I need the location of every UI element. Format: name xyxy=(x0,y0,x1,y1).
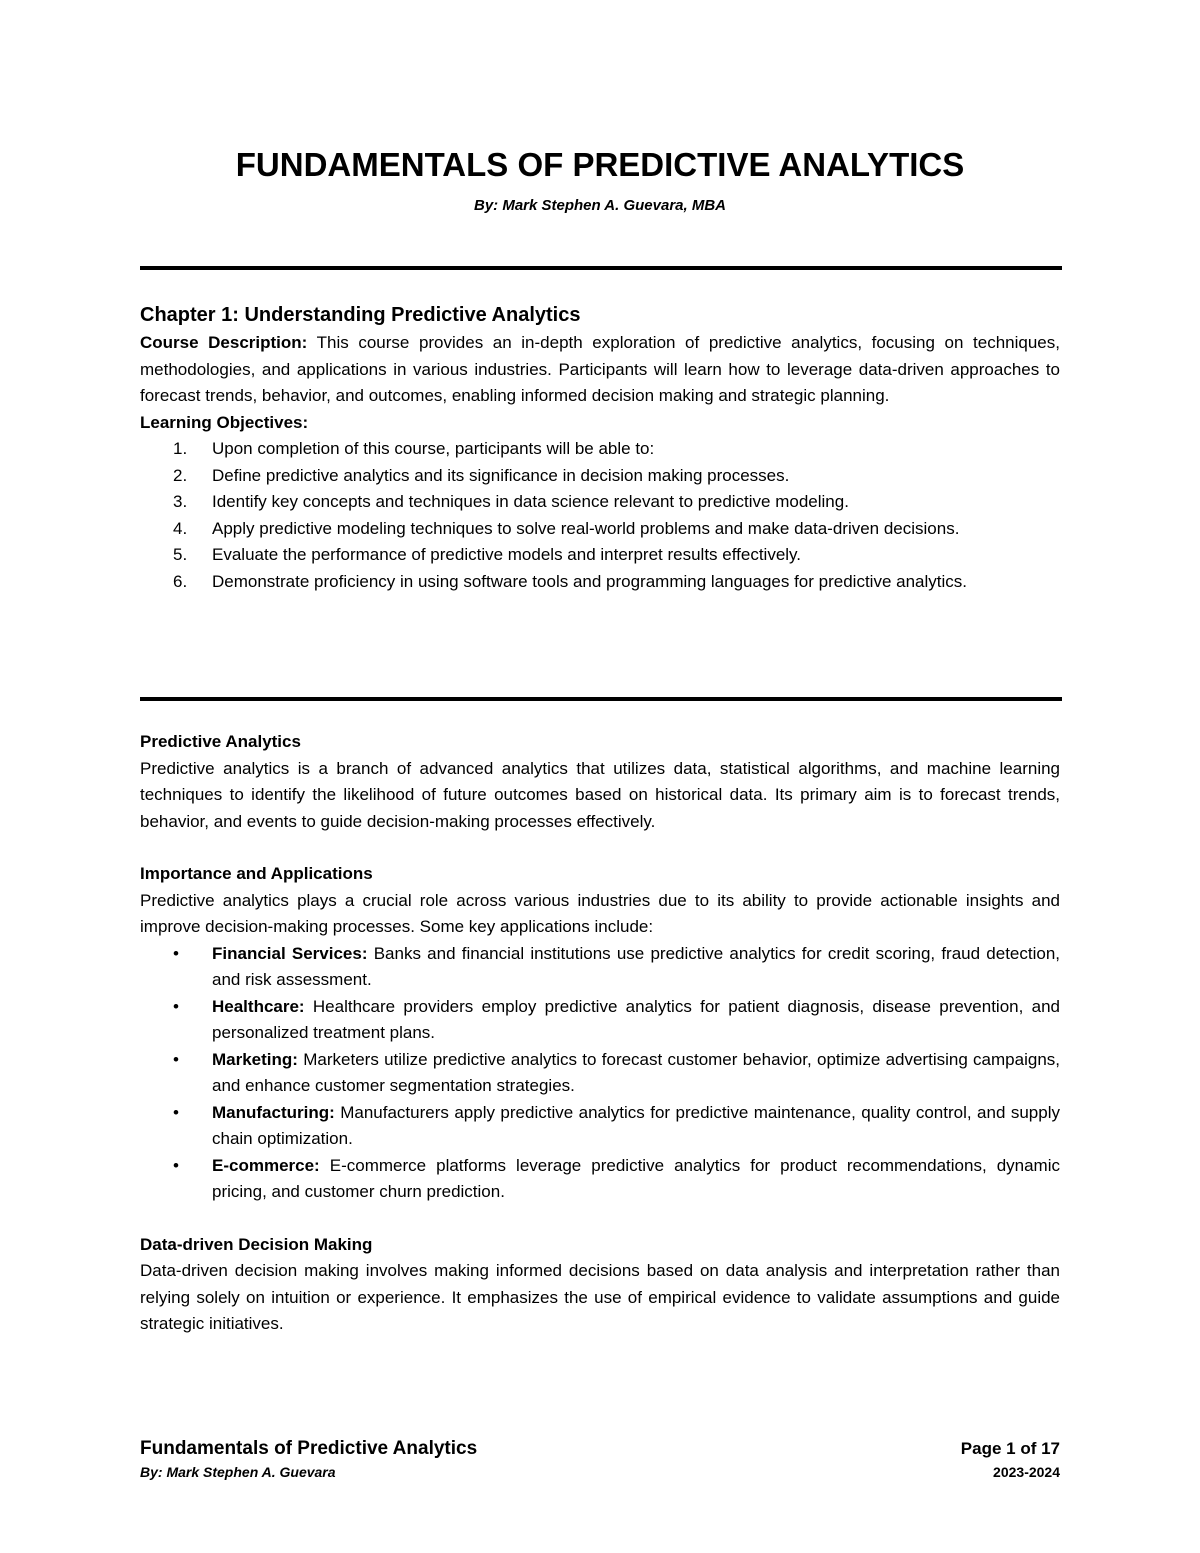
course-description-label: Course Description: xyxy=(140,333,308,352)
section-text: Predictive analytics plays a crucial role across various industries due to its ability to provide actionable insights and improve decision-making processes. Some key applications include: xyxy=(140,890,1060,936)
list-number: 2. xyxy=(173,465,188,485)
list-number: 6. xyxy=(173,571,188,591)
application-label: Healthcare: xyxy=(212,996,305,1016)
chapter-section xyxy=(140,300,1060,595)
list-item xyxy=(140,994,1060,1047)
list-number: 5. xyxy=(173,545,188,564)
objectives-list xyxy=(140,436,1060,595)
section-text: Data-driven decision making involves making informed decisions based on data analysis and interpretation rather than relying solely on intuition or experience. It emphasizes the use of empirical evidence to validate assumptions and guide strategic initiatives. xyxy=(140,1261,1060,1333)
footer-author: By: Mark Stephen A. Guevara xyxy=(140,1464,336,1480)
footer-row-bottom xyxy=(140,1462,1060,1482)
application-label: Financial Services: xyxy=(212,943,368,963)
footer-title: Fundamentals of Predictive Analytics xyxy=(140,1438,478,1459)
list-item xyxy=(140,489,1060,516)
list-item xyxy=(140,1153,1060,1206)
footer-year: 2023-2024 xyxy=(993,1464,1060,1480)
course-description-text: This course provides an in-depth exploration of predictive analytics, focusing on techniques, methodologies, and applications in various industries. Participants will learn how to leverage data-driven approaches to forecast trends, behavior, and outcomes, enabling informed decision making and strategic planning. xyxy=(140,333,1060,405)
main-content xyxy=(140,729,1060,1338)
list-item xyxy=(140,1100,1060,1153)
divider-bottom xyxy=(140,697,1062,701)
list-item-text: Apply predictive modeling techniques to solve real-world problems and make data-driven decisions. xyxy=(212,518,960,538)
list-item-text: Identify key concepts and techniques in data science relevant to predictive modeling. xyxy=(212,492,849,511)
document-title: FUNDAMENTALS OF PREDICTIVE ANALYTICS xyxy=(235,146,965,183)
footer-row-top xyxy=(140,1436,1060,1462)
list-number: 3. xyxy=(173,492,188,511)
bullet-icon: • xyxy=(173,1155,179,1175)
divider-top xyxy=(140,266,1062,270)
section-text: Predictive analytics is a branch of advanced analytics that utilizes data, statistical algorithms, and machine learning techniques to identify the likelihood of future outcomes based on historical data. Its primary aim is to forecast trends, behavior, and events to guide decision-making processes effectively. xyxy=(140,758,1060,831)
application-label: E-commerce: xyxy=(212,1155,320,1175)
bullet-icon: • xyxy=(173,1102,179,1122)
learning-objectives-label: Learning Objectives: xyxy=(140,412,309,432)
list-item-text: Define predictive analytics and its significance in decision making processes. xyxy=(212,465,790,485)
bullet-icon: • xyxy=(173,996,179,1016)
application-label: Marketing: xyxy=(212,1049,298,1069)
section-importance-applications xyxy=(140,861,1060,1206)
section-predictive-analytics xyxy=(140,729,1060,835)
document-author: By: Mark Stephen A. Guevara, MBA xyxy=(473,197,726,214)
section-heading: Predictive Analytics xyxy=(140,732,301,751)
list-item xyxy=(140,569,1060,596)
page-footer xyxy=(140,1436,1060,1482)
application-text: Healthcare providers employ predictive analytics for patient diagnosis, disease prevention, and personalized treatment plans. xyxy=(212,996,1060,1042)
section-heading: Data-driven Decision Making xyxy=(140,1234,373,1254)
title-block xyxy=(0,145,1200,217)
list-item xyxy=(140,941,1060,994)
application-text: Banks and financial institutions use predictive analytics for credit scoring, fraud detection, and risk assessment. xyxy=(212,943,1061,989)
list-item xyxy=(140,463,1060,490)
list-item xyxy=(140,542,1060,569)
list-item-text: Demonstrate proficiency in using software tools and programming languages for predictive analytics. xyxy=(212,571,967,591)
chapter-heading: Chapter 1: Understanding Predictive Analytics xyxy=(140,304,581,326)
list-item xyxy=(140,436,1060,463)
section-heading: Importance and Applications xyxy=(140,864,373,883)
bullet-icon: • xyxy=(173,1049,179,1069)
list-item-text: Upon completion of this course, participants will be able to: xyxy=(212,439,655,458)
spacer xyxy=(140,1206,1060,1232)
application-label: Manufacturing: xyxy=(212,1102,335,1122)
list-item-text: Evaluate the performance of predictive models and interpret results effectively. xyxy=(212,545,802,564)
list-item xyxy=(140,1047,1060,1100)
application-text: Manufacturers apply predictive analytics for predictive maintenance, quality control, and supply chain optimization. xyxy=(212,1102,1060,1148)
list-number: 4. xyxy=(173,518,188,538)
application-text: E-commerce platforms leverage predictive analytics for product recommendations, dynamic pricing, and customer churn prediction. xyxy=(212,1155,1060,1201)
list-number: 1. xyxy=(173,439,188,458)
course-description xyxy=(140,330,1060,410)
applications-list xyxy=(140,941,1060,1206)
section-data-driven-decision xyxy=(140,1232,1060,1338)
spacer xyxy=(140,835,1060,861)
page-number: Page 1 of 17 xyxy=(960,1439,1060,1458)
application-text: Marketers utilize predictive analytics to forecast customer behavior, optimize advertising campaigns, and enhance customer segmentation strategies. xyxy=(212,1049,1060,1095)
list-item xyxy=(140,516,1060,543)
bullet-icon: • xyxy=(173,943,179,963)
